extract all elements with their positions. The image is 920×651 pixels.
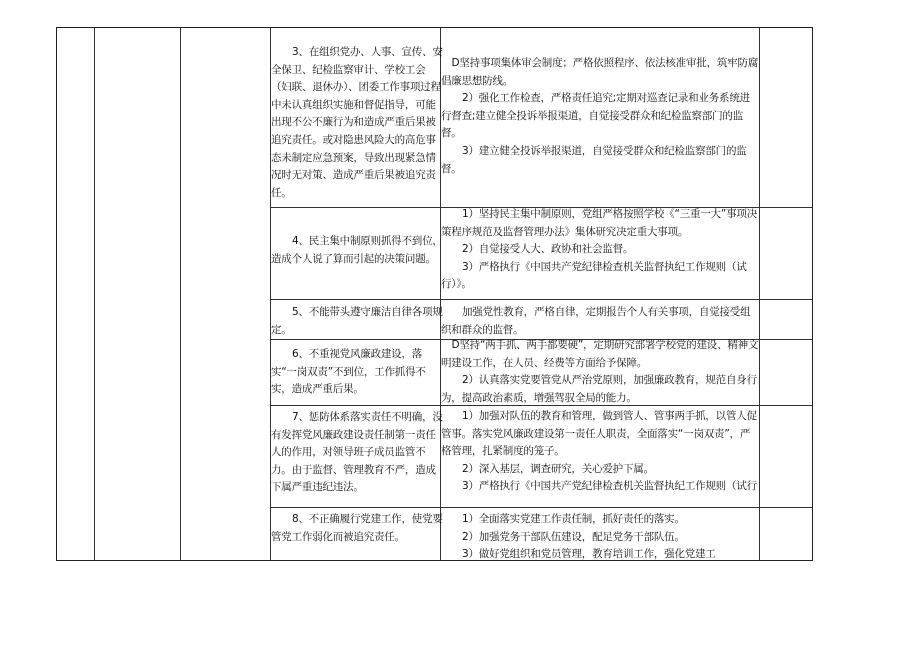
risk-text: 7、惩防体系落实责任不明确，没有发挥党风廉政建设责任制第一责任人的作用，对领导班子成员监管不力。由于监督、管理教育不严，造成下属严重违纪违法。 <box>271 411 443 494</box>
prevention-measures-cell <box>441 304 759 339</box>
row-divider <box>270 299 812 300</box>
measure-item: 1）全面落实党建工作责任制，抓好责任的落实。 <box>462 513 685 525</box>
risk-text: 4、民主集中制原则抓得不到位，造成个人说了算而引起的决策问题。 <box>271 235 443 265</box>
measure-item: 3）建立健全投诉举报渠道，自觉接受群众和纪检监察部门的监督。 <box>441 144 747 175</box>
measure-item: 1）加强对队伍的教育和管理，做到管人、管事两手抓，以管人促管事。落实党风廉政建设第一责任人职责，全面落实“一岗双责”，严格管理，扎紧制度的笼子。 <box>441 410 757 458</box>
column-divider <box>759 28 760 560</box>
measure-item: D坚持事项集体审会制度；严格依照程序、依法核准审批，筑牢防腐倡廉思想防线。 <box>441 57 759 87</box>
measure-item: 2）深入基层，调查研究，关心爱护下属。 <box>462 462 654 475</box>
risk-description-cell <box>271 44 443 202</box>
row-divider <box>270 507 812 508</box>
measure-item: D坚持“两手抓、两手都要硬”，定期研究部署学校党的建设、精神文明建设工作，在人员、经费等方面给予保障。 <box>441 339 759 369</box>
column-divider <box>180 28 181 560</box>
column-divider <box>94 28 95 560</box>
risk-description-cell <box>271 233 443 268</box>
risk-description-cell <box>271 511 443 546</box>
prevention-measures-cell <box>441 206 759 294</box>
measure-item: 3）做好党组织和党员管理，教育培训工作，强化党建工 <box>462 548 716 561</box>
measure-item: 3）严格执行《中国共产党纪律检查机关监督执纪工作规则（试行 <box>462 480 757 493</box>
measure-item: 3）严格执行《中国共产党纪律检查机关监督执纪工作规则（试行）》。 <box>441 260 747 291</box>
measure-item: 加强党性教育，严格自律，定期报告个人有关事项，自觉接受组织和群众的监督。 <box>441 306 751 336</box>
risk-description-cell <box>271 346 443 399</box>
risk-description-cell <box>271 409 443 497</box>
risk-text: 5、不能带头遵守廉洁自律各项规定。 <box>271 306 443 336</box>
measure-item: 2）认真落实党要管党从严治党原则，加强廉政教育，规范自身行为，提高政治素质，增强驾驭全局的能力。 <box>441 374 757 404</box>
prevention-measures-cell <box>441 337 759 407</box>
measure-item: 1）坚持民主集中制原则，党组严格按照学校《“三重一大”事项决策程序规范及监督管理办法》集体研究决定重大事项。 <box>441 208 758 238</box>
risk-text: 8、不正确履行党建工作，使党要管党工作弱化而被追究责任。 <box>271 513 443 543</box>
measure-item: 2）加强党务干部队伍建设，配足党务干部队伍。 <box>462 530 685 543</box>
measure-item: 2）自觉接受人大、政协和社会监督。 <box>462 243 634 256</box>
prevention-measures-cell <box>441 55 759 178</box>
prevention-measures-cell <box>441 408 759 496</box>
prevention-measures-cell <box>441 511 759 561</box>
risk-description-cell <box>271 304 443 339</box>
measure-item: 2）强化工作检查，严格责任追究;定期对巡查记录和业务系统进行督查;建立健全投诉举报渠道，自觉接受群众和纪检监察部门的监督。 <box>441 92 750 140</box>
risk-control-table <box>56 27 813 561</box>
risk-text: 3、在组织党办、人事、宣传、安全保卫、纪检监察审计、学校工会（妇联、退休办）、团委工作事项过程中未认真组织实施和督促指导，可能出现不公不廉行为和造成严重后果被追究责任。或对隐患风险大的高危事态未制定应急预案，导致出现紧急情况时无对策、造成严重后果被追究责任。 <box>271 46 443 199</box>
risk-text: 6、不重视党风廉政建设，落实“一岗双责”不到位，工作抓得不实，造成严重后果。 <box>271 348 426 396</box>
